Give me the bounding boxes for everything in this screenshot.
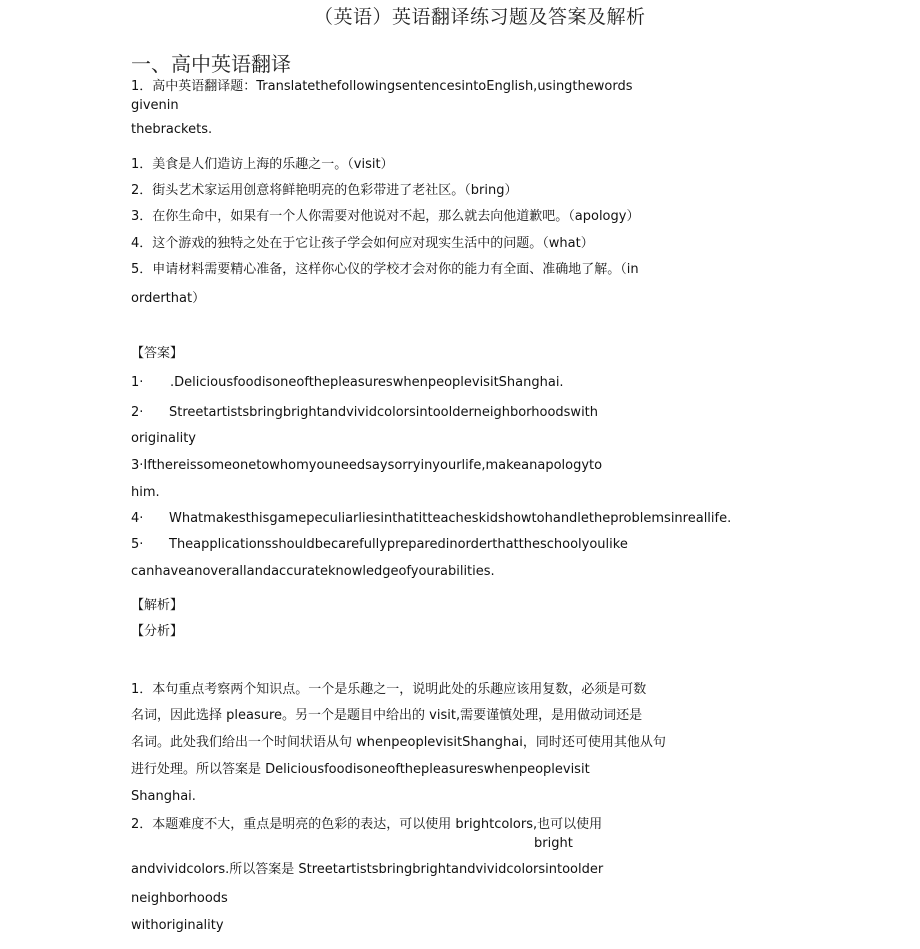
answer-label: 【答案】 xyxy=(131,346,184,361)
explanation-1-line3: 名词。此处我们给出一个时间状语从句 whenpeoplevisitShanghai，同时还可使用其他从句 xyxy=(131,735,666,750)
explanation-1-line5: Shanghai. xyxy=(131,789,196,804)
answer-5-continued: canhaveanoverallandaccurateknowledgeofyourabilities. xyxy=(131,564,495,579)
answer-1-number: 1· xyxy=(131,375,144,390)
exercise-item-5: 5．申请材料需要精心准备，这样你心仪的学校才会对你的能力有全面、准确地了解。（in xyxy=(131,262,639,277)
answer-4-text: Whatmakesthisgamepeculiarliesinthatitteacheskidshowtohandletheproblemsinreallife. xyxy=(169,511,732,526)
answer-2-number: 2· xyxy=(131,405,144,420)
exercise-item-1: 1．美食是人们造访上海的乐趣之一。（visit） xyxy=(131,157,394,172)
answer-1-text: .DeliciousfoodisoneofthepleasureswhenpeoplevisitShanghai. xyxy=(170,375,564,390)
section-heading: 一、高中英语翻译 xyxy=(131,52,291,76)
exercise-item-4: 4．这个游戏的独特之处在于它让孩子学会如何应对现实生活中的问题。（what） xyxy=(131,236,594,251)
exercise-item-2: 2．街头艺术家运用创意将鲜艳明亮的色彩带进了老社区。（bring） xyxy=(131,183,518,198)
explanation-1-line4: 进行处理。所以答案是 Deliciousfoodisoneofthepleasureswhenpeoplevisit xyxy=(131,762,590,777)
answer-2-continued: originality xyxy=(131,431,196,446)
answer-3-text: 3·Iftherеissomeonetowhomyouneedsaysorryinyourlife,makeanapologyto xyxy=(131,458,603,473)
exercise-item-5-continued: orderthat） xyxy=(131,291,206,306)
explanation-2-line2: bright xyxy=(534,836,573,851)
answer-5-number: 5· xyxy=(131,537,144,552)
answer-3-continued: him. xyxy=(131,485,160,500)
fenxi-label: 【分析】 xyxy=(131,624,184,639)
answer-5-text: Theapplicationsshouldbecarefullypreparedinorderthattheschoolyoulike xyxy=(169,537,628,552)
question-instruction-line2: givenin xyxy=(131,98,179,113)
explanation-2-line3: andvividcolors.所以答案是 Streetartistsbringbrightandvividcolorsintoolder xyxy=(131,862,604,877)
analysis-label: 【解析】 xyxy=(131,598,184,613)
explanation-2-line1: 2．本题难度不大，重点是明亮的色彩的表达，可以使用 brightcolors,也可以使用 xyxy=(131,817,603,832)
document-title: （英语）英语翻译练习题及答案及解析 xyxy=(314,6,646,28)
explanation-2-line4: neighborhoods xyxy=(131,891,228,906)
question-instruction-line1: 1．高中英语翻译题：TranslatethefollowingsentencesintoEnglish,usingthewords xyxy=(131,79,633,94)
question-instruction-line3: thebrackets. xyxy=(131,122,213,137)
explanation-1-line2: 名词，因此选择 pleasure。另一个是题目中给出的 visit,需要谨慎处理，是用做动词还是 xyxy=(131,708,643,723)
explanation-2-line5: withoriginality xyxy=(131,918,224,933)
answer-4-number: 4· xyxy=(131,511,144,526)
answer-2-text: Streetartistsbringbrightandvividcolorsintoolderneighborhoodswith xyxy=(169,405,599,420)
explanation-1-line1: 1．本句重点考察两个知识点。一个是乐趣之一，说明此处的乐趣应该用复数，必须是可数 xyxy=(131,682,647,697)
exercise-item-3: 3．在你生命中，如果有一个人你需要对他说对不起，那么就去向他道歉吧。（apology） xyxy=(131,209,640,224)
